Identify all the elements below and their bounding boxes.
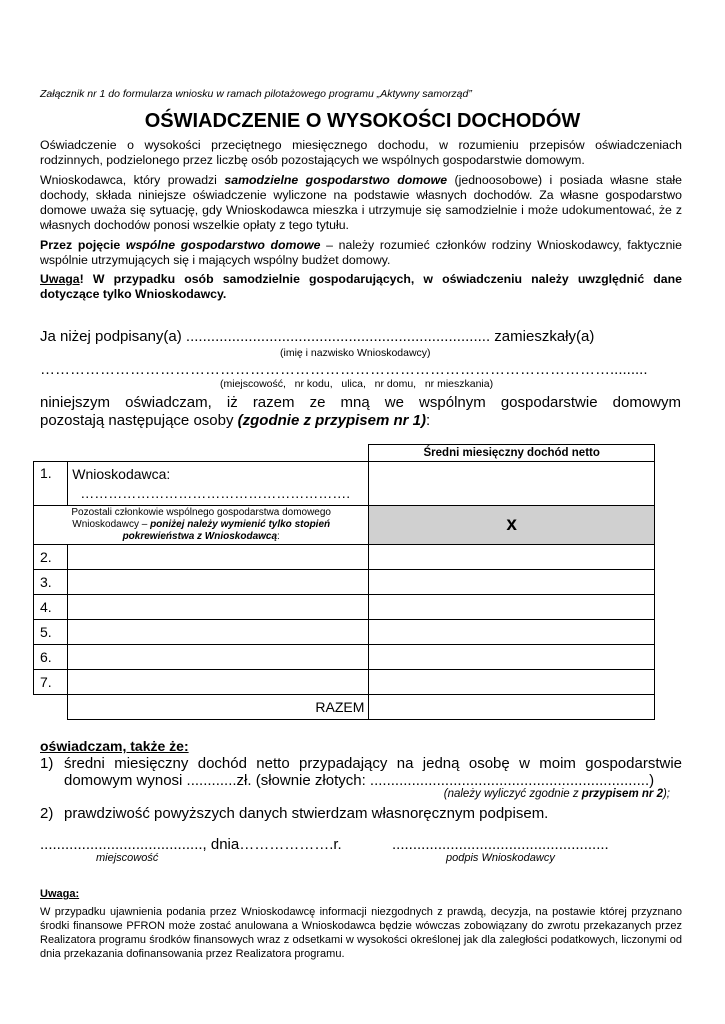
member-income-cell[interactable] [369,595,655,620]
income-header: Średni miesięczny dochód netto [369,445,655,462]
item1-note: (należy wyliczyć zgodnie z przypisem nr 2); [443,788,670,800]
member-income-cell[interactable] [369,545,655,570]
other-members-note: Pozostali członkowie wspólnego gospodarstwa domowego Wnioskodawcy – poniżej należy wymienić tylko stopień pokrewieństwa z Wnioskodawcą: [34,506,369,545]
address-line: ……………………………………………………………………………………………………......... [40,361,648,378]
total-income-cell[interactable] [369,695,655,720]
intro-paragraph-1: Oświadczenie o wysokości przeciętnego miesięcznego dochodu, w rozumieniu przepisów oświadczeniach rodzinnych, podzielonego przez liczbę osób pozostających we wspólnych gospodarstwie domowym. [40,138,682,167]
member-income-cell[interactable] [369,570,655,595]
intro-paragraph-3: Przez pojęcie wspólne gospodarstwo domowe – należy rozumieć członków rodziny Wnioskodawcy, faktycznie wspólnie utrzymujących się i mających wspólny budżet domowy. [40,238,682,267]
place-date-line[interactable]: ......................................., dnia……………….r. [40,836,342,853]
signature-caption: podpis Wnioskodawcy [446,852,555,864]
member-income-cell[interactable] [369,620,655,645]
member-cell[interactable] [68,620,369,645]
member-cell[interactable] [68,545,369,570]
annex-note: Załącznik nr 1 do formularza wniosku w ramach pilotażowego programu „Aktywny samorząd” [40,88,472,100]
place-caption: miejscowość [96,852,159,864]
page-title: OŚWIADCZENIE O WYSOKOŚCI DOCHODÓW [144,110,581,132]
item2-number: 2) [40,805,54,822]
warning-text: W przypadku ujawnienia podania przez Wnioskodawcę informacji niezgodnych z prawdą, decyzja, na postawie której przyznano środki finansowe PFRON może zostać anulowana a Wnioskodawca będzie wówczas zobowiązany do zwrotu przekazanych przez Realizatora programu środków finansowych wraz z odsetkami w wysokości określonej jak dla zaległości podatkowych, liczonymi od dnia przekazania dofinansowania przez Realizatora programu. [40,906,682,960]
row-number: 3. [34,570,68,595]
member-income-cell[interactable] [369,670,655,695]
also-heading: oświadczam, także że: [40,738,189,754]
declaration-line-3: niniejszym oświadczam, iż razem ze mną we wspólnym gospodarstwie domowym [40,394,681,411]
row-number: 4. [34,595,68,620]
x-mark: x [369,506,655,545]
applicant-cell [68,462,369,506]
address-caption: (miejscowość, nr kodu, ulica, nr domu, nr mieszkania) [220,378,494,390]
item1-line2: domowym wynosi ............zł. (słownie złotych: ...................................................................) [64,772,655,789]
member-cell[interactable] [68,595,369,620]
declaration-line-4: pozostają następujące osoby (zgodnie z przypisem nr 1): [40,412,431,429]
member-cell[interactable] [68,645,369,670]
household-table [33,444,655,720]
intro-paragraph-2: Wnioskodawca, który prowadzi samodzielne gospodarstwo domowe (jednoosobowe) i posiada własne stałe dochody, składa niniejsze oświadczenie wyliczone na podstawie własnych dochodów. Za własne gospodarstwo domowe uważa się sytuację, gdy Wnioskodawca mieszka i utrzymuje się samodzielnie i może udokumentować, że z własnych dochodów ponosi wszelkie opłaty z tego tytułu. [40,173,682,232]
item1-line1: średni miesięczny dochód netto przypadający na jedną osobę w moim gospodarstwie [64,755,682,772]
member-cell[interactable] [68,570,369,595]
applicant-label: Wnioskodawca: [72,465,171,482]
member-income-cell[interactable] [369,645,655,670]
row-number: 6. [34,645,68,670]
declaration-name-line: Ja niżej podpisany(a) ......................................................................... zamieszkały(a) [40,328,595,345]
row-number: 5. [34,620,68,645]
member-cell[interactable] [68,670,369,695]
warning-heading: Uwaga: [40,888,80,900]
row-number: 2. [34,545,68,570]
total-label: RAZEM [68,695,369,720]
row-number: 7. [34,670,68,695]
item1-number: 1) [40,755,54,772]
row-number: 1. [34,462,68,506]
intro-warning: Uwaga! W przypadku osób samodzielnie gospodarujących, w oświadczeniu należy uwzględnić dane dotyczące tylko Wnioskodawcy. [40,272,682,301]
item2-text: prawdziwość powyższych danych stwierdzam własnoręcznym podpisem. [64,805,549,822]
signature-line[interactable]: .................................................... [392,836,609,853]
applicant-dots: …………………………………………………. [80,484,351,501]
name-caption: (imię i nazwisko Wnioskodawcy) [280,347,431,359]
applicant-income-cell[interactable] [369,462,655,506]
